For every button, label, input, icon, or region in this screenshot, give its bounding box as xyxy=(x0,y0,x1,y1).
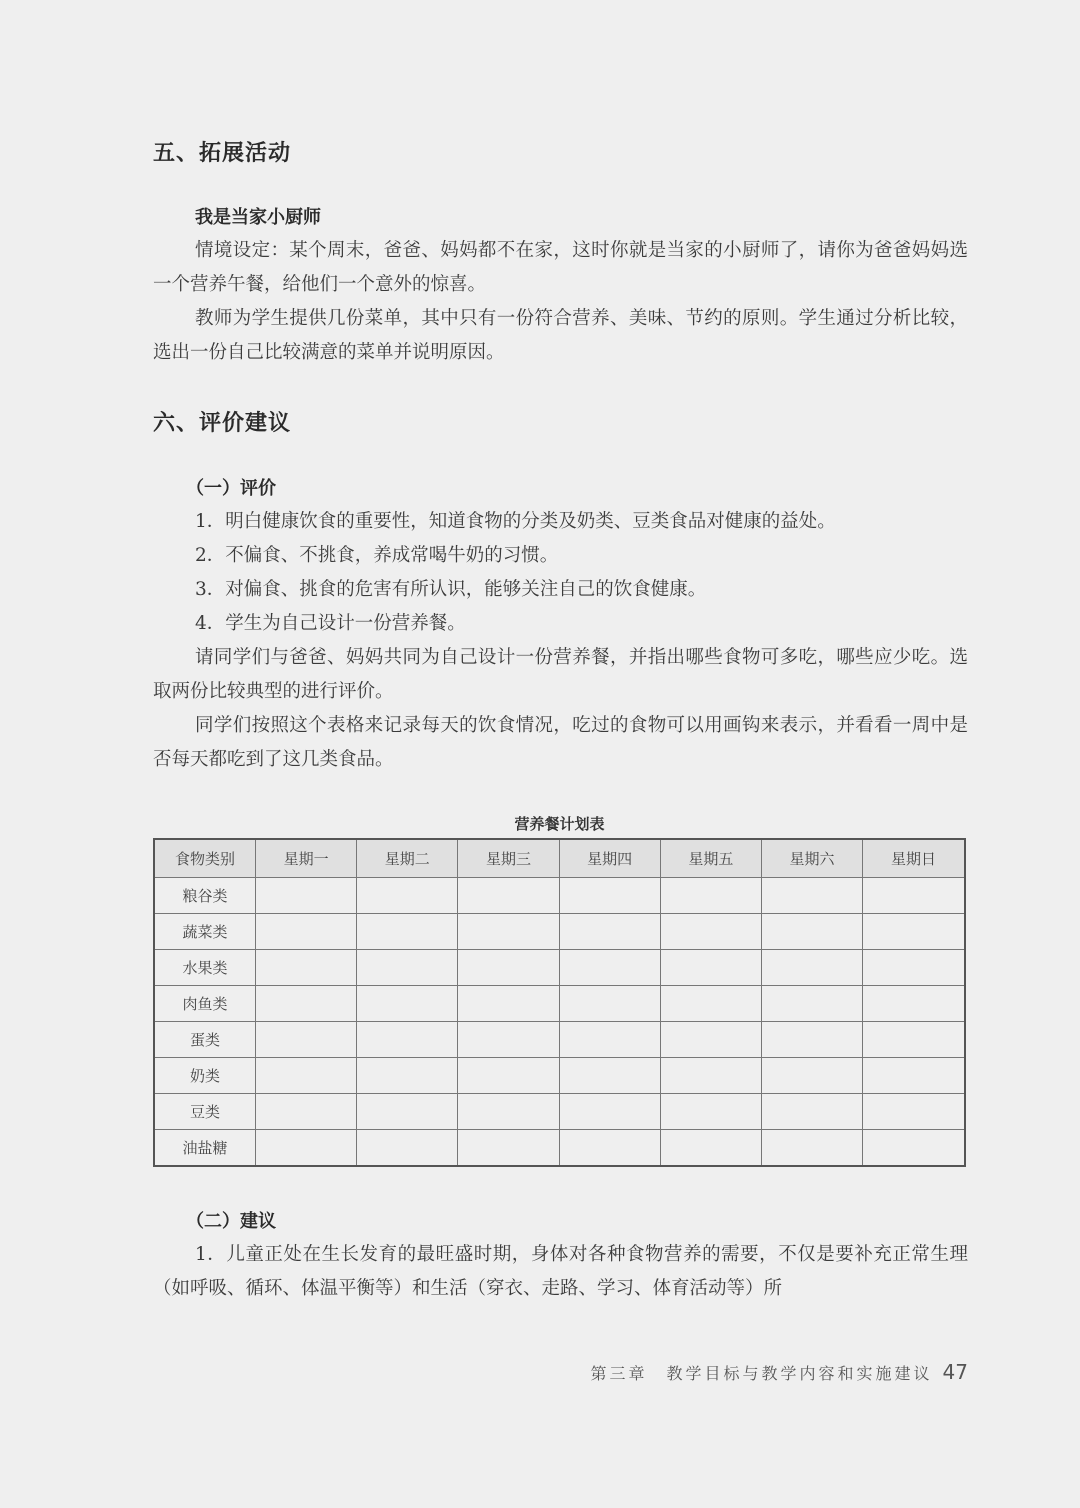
check-cell xyxy=(357,950,458,986)
chapter-title: 第三章 教学目标与教学内容和实施建议 xyxy=(590,1364,933,1383)
activity-title: 我是当家小厨师 xyxy=(195,207,321,228)
header-cell: 星期二 xyxy=(357,839,458,878)
check-cell xyxy=(559,1130,660,1167)
header-cell: 星期五 xyxy=(660,839,761,878)
check-cell xyxy=(863,986,965,1022)
section-5-heading: 五、拓展活动 xyxy=(153,141,292,166)
check-cell xyxy=(660,1130,761,1167)
food-category-cell: 豆类 xyxy=(154,1094,256,1130)
check-cell xyxy=(458,1130,559,1167)
check-cell xyxy=(357,1094,458,1130)
check-cell xyxy=(357,878,458,914)
check-cell xyxy=(660,1094,761,1130)
food-category-cell: 蛋类 xyxy=(154,1022,256,1058)
header-cell: 星期一 xyxy=(256,839,357,878)
check-cell xyxy=(256,878,357,914)
evaluation-item-3: 3．对偏食、挑食的危害有所认识，能够关注自己的饮食健康。 xyxy=(195,579,707,600)
check-cell xyxy=(357,986,458,1022)
check-cell xyxy=(660,1058,761,1094)
scenario-paragraph: 情境设定：某个周末，爸爸、妈妈都不在家，这时你就是当家的小厨师了，请你为爸爸妈妈选一个营养午餐，给他们一个意外的惊喜。 xyxy=(153,240,968,295)
evaluation-subheading: （一）评价 xyxy=(186,478,276,499)
table-row xyxy=(154,986,965,1022)
check-cell xyxy=(357,1130,458,1167)
check-cell xyxy=(863,914,965,950)
section-6-heading: 六、评价建议 xyxy=(153,411,292,436)
table-row xyxy=(154,914,965,950)
check-cell xyxy=(761,1094,862,1130)
table-header-row xyxy=(154,839,965,878)
check-cell xyxy=(256,950,357,986)
check-cell xyxy=(863,950,965,986)
check-cell xyxy=(761,986,862,1022)
header-cell: 星期六 xyxy=(761,839,862,878)
check-cell xyxy=(761,1058,862,1094)
record-paragraph: 同学们按照这个表格来记录每天的饮食情况，吃过的食物可以用画钩来表示，并看看一周中是否每天都吃到了这几类食品。 xyxy=(153,715,968,770)
check-cell xyxy=(256,1130,357,1167)
check-cell xyxy=(559,1022,660,1058)
check-cell xyxy=(863,1130,965,1167)
food-category-cell: 肉鱼类 xyxy=(154,986,256,1022)
teacher-paragraph: 教师为学生提供几份菜单，其中只有一份符合营养、美味、节约的原则。学生通过分析比较，选出一份自己比较满意的菜单并说明原因。 xyxy=(153,308,968,363)
check-cell xyxy=(357,1058,458,1094)
check-cell xyxy=(863,1022,965,1058)
evaluation-item-4: 4．学生为自己设计一份营养餐。 xyxy=(195,613,466,634)
check-cell xyxy=(559,878,660,914)
check-cell xyxy=(761,1022,862,1058)
design-paragraph: 请同学们与爸爸、妈妈共同为自己设计一份营养餐，并指出哪些食物可多吃，哪些应少吃。选取两份比较典型的进行评价。 xyxy=(153,647,968,702)
check-cell xyxy=(863,1094,965,1130)
header-cell: 星期四 xyxy=(559,839,660,878)
check-cell xyxy=(357,1022,458,1058)
table-row xyxy=(154,1130,965,1167)
table-row xyxy=(154,1022,965,1058)
evaluation-item-2: 2．不偏食、不挑食，养成常喝牛奶的习惯。 xyxy=(195,545,559,566)
check-cell xyxy=(761,878,862,914)
check-cell xyxy=(458,1094,559,1130)
header-cell: 星期日 xyxy=(863,839,965,878)
suggestion-subheading: （二）建议 xyxy=(186,1211,276,1232)
check-cell xyxy=(458,1022,559,1058)
check-cell xyxy=(458,986,559,1022)
table-row xyxy=(154,950,965,986)
table-row xyxy=(154,1094,965,1130)
header-cell: 食物类别 xyxy=(154,839,256,878)
check-cell xyxy=(357,914,458,950)
check-cell xyxy=(660,878,761,914)
check-cell xyxy=(559,1094,660,1130)
check-cell xyxy=(256,914,357,950)
check-cell xyxy=(559,914,660,950)
check-cell xyxy=(256,986,357,1022)
food-category-cell: 油盐糖 xyxy=(154,1130,256,1167)
check-cell xyxy=(559,950,660,986)
food-category-cell: 水果类 xyxy=(154,950,256,986)
nutrition-plan-table xyxy=(153,838,966,1167)
table-row xyxy=(154,878,965,914)
check-cell xyxy=(863,878,965,914)
check-cell xyxy=(458,1058,559,1094)
check-cell xyxy=(660,1022,761,1058)
header-cell: 星期三 xyxy=(458,839,559,878)
check-cell xyxy=(256,1058,357,1094)
check-cell xyxy=(761,914,862,950)
check-cell xyxy=(458,950,559,986)
check-cell xyxy=(761,1130,862,1167)
table-row xyxy=(154,1058,965,1094)
food-category-cell: 粮谷类 xyxy=(154,878,256,914)
check-cell xyxy=(660,914,761,950)
table-title: 营养餐计划表 xyxy=(514,815,605,833)
check-cell xyxy=(660,986,761,1022)
check-cell xyxy=(660,950,761,986)
check-cell xyxy=(761,950,862,986)
check-cell xyxy=(458,914,559,950)
page-number: 47 xyxy=(942,1360,968,1384)
check-cell xyxy=(863,1058,965,1094)
food-category-cell: 奶类 xyxy=(154,1058,256,1094)
check-cell xyxy=(256,1094,357,1130)
check-cell xyxy=(256,1022,357,1058)
evaluation-item-1: 1．明白健康饮食的重要性，知道食物的分类及奶类、豆类食品对健康的益处。 xyxy=(195,511,836,532)
food-category-cell: 蔬菜类 xyxy=(154,914,256,950)
suggestion-paragraph: 1．儿童正处在生长发育的最旺盛时期，身体对各种食物营养的需要，不仅是要补充正常生理（如呼吸、循环、体温平衡等）和生活（穿衣、走路、学习、体育活动等）所 xyxy=(153,1244,968,1299)
check-cell xyxy=(458,878,559,914)
check-cell xyxy=(559,1058,660,1094)
check-cell xyxy=(559,986,660,1022)
page-footer xyxy=(591,1360,968,1384)
